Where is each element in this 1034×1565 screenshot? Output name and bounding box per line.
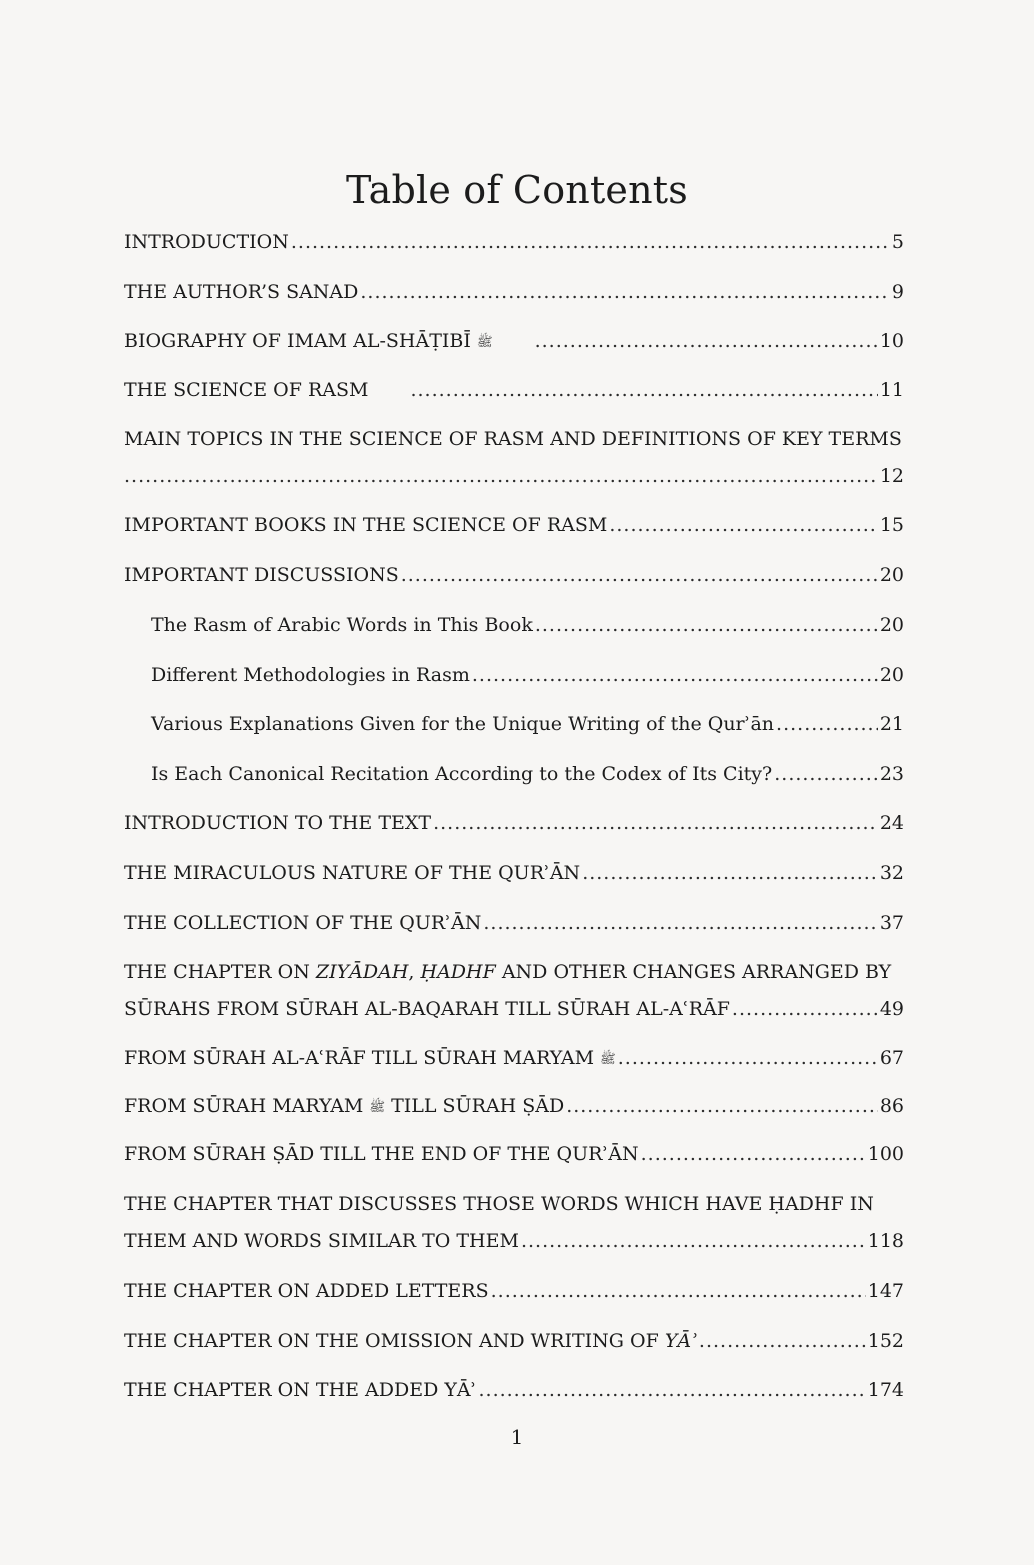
toc-entry-label: THE CHAPTER ON ADDED LETTERS [124,1280,489,1302]
leader-dots [774,761,878,787]
toc-page-number: 12 [879,465,904,487]
honorific-mark-icon: ﷺ [476,335,493,350]
toc-entry-label: THE COLLECTION OF THE QURʾĀN [124,912,482,934]
toc-entry-added-letters[interactable] [124,1278,904,1304]
toc-page-number: 20 [879,614,904,636]
toc-page-number: 23 [879,763,904,785]
toc-entry-added-ya[interactable] [124,1377,904,1403]
toc-entry-italic-term: ZIYĀDAH [315,961,409,983]
leader-dots [291,229,890,255]
toc-entry-label: Is Each Canonical Recitation According to the Codex of Its City? [151,763,773,785]
toc-entry-label: INTRODUCTION [124,231,289,253]
toc-entry-sad-to-end[interactable] [124,1141,904,1167]
toc-entry-ziyadah-hadhf[interactable] [124,996,904,1022]
leader-dots [472,662,878,688]
toc-page-number: 20 [879,664,904,686]
toc-entry-label: Different Methodologies in Rasm [151,664,470,686]
toc-entry-text: , [408,961,421,983]
toc-page-number: 24 [879,812,904,834]
toc-entry-label [124,1045,616,1073]
toc-entry-label: FROM SŪRAH ṢĀD TILL THE END OF THE QURʾĀN [124,1143,639,1165]
toc-entry-label: IMPORTANT BOOKS IN THE SCIENCE OF RASM [124,514,608,536]
toc-entry-label: THE AUTHOR’S SANAD [124,281,359,303]
toc-entry-label: SŪRAHS FROM SŪRAH AL-BAQARAH TILL SŪRAH AL-AʿRĀF [124,998,730,1020]
toc-entry-label: THE CHAPTER ON THE ADDED YĀʾ [124,1379,477,1401]
toc-entry-label: IMPORTANT DISCUSSIONS [124,564,399,586]
toc-entry-label [124,1328,697,1354]
honorific-mark-icon: ﷺ [600,1052,616,1067]
toc-entry-italic-term: ḤADHF [420,961,496,983]
leader-dots [641,1141,866,1167]
toc-entry-collection[interactable] [124,910,904,936]
toc-entry-label [124,377,408,403]
toc-subentry-different-methodologies[interactable] [151,662,904,688]
toc-entry-main-topics[interactable] [124,463,904,489]
toc-page-number: 9 [891,281,904,303]
toc-entry-hadhf-words[interactable] [124,1228,904,1254]
leader-dots [410,377,877,403]
leader-dots [433,810,878,836]
toc-entry-label [124,1093,564,1121]
toc-entry-important-books[interactable] [124,512,904,538]
toc-subentry-canonical-recitation[interactable] [151,761,904,787]
toc-page-number: 15 [879,514,904,536]
toc-entry-introduction-to-text[interactable] [124,810,904,836]
toc-entry-ziyadah-hadhf-line1[interactable] [124,959,904,985]
toc-page-number: 11 [879,379,904,401]
toc-entry-miraculous-nature[interactable] [124,860,904,886]
toc-entry-label: THE MIRACULOUS NATURE OF THE QURʾĀN [124,862,581,884]
leader-dots [521,1228,866,1254]
toc-page-number: 5 [891,231,904,253]
leader-dots [401,562,878,588]
toc-entry-introduction[interactable] [124,229,904,255]
leader-dots [535,328,878,354]
toc-entry-italic-term: YĀʾ [664,1330,697,1352]
toc-entry-text: THE SCIENCE OF RASM [124,379,369,401]
toc-entry-text: AND OTHER CHANGES ARRANGED BY [495,961,892,983]
toc-entry-maryam-to-sad[interactable] [124,1093,904,1121]
toc-entry-label: INTRODUCTION TO THE TEXT [124,812,432,834]
toc-page-number: 152 [867,1330,904,1352]
leader-dots [360,279,890,305]
toc-subentry-various-explanations[interactable] [151,711,904,737]
toc-entry-text: THE CHAPTER ON [124,961,316,983]
toc-page-number: 10 [879,330,904,352]
leader-dots [618,1045,878,1071]
toc-entry-science-of-rasm[interactable] [124,377,904,403]
toc-page-number: 147 [867,1280,904,1302]
leader-dots [566,1093,878,1119]
leader-dots [776,711,878,737]
leader-dots [535,612,878,638]
leader-dots [732,996,878,1022]
toc-entry-label: THEM AND WORDS SIMILAR TO THEM [124,1230,519,1252]
toc-entry-main-topics-label[interactable]: MAIN TOPICS IN THE SCIENCE OF RASM AND DEFINITIONS OF KEY TERMS [124,428,902,450]
leader-dots [478,1377,865,1403]
toc-entry-omission-of-ya[interactable] [124,1328,904,1354]
toc-page-number: 32 [879,862,904,884]
toc-entry-text: THE CHAPTER ON THE OMISSION AND WRITING OF [124,1330,665,1352]
toc-entry-araf-to-maryam[interactable] [124,1045,904,1073]
toc-page-number: 20 [879,564,904,586]
toc-entry-important-discussions[interactable] [124,562,904,588]
toc-entry-label: Various Explanations Given for the Unique Writing of the Qurʾān [151,713,775,735]
toc-entry-text: FROM SŪRAH AL-AʿRĀF TILL SŪRAH MARYAM [124,1047,595,1069]
toc-page-number: 174 [867,1379,904,1401]
toc-entry-label [124,328,533,356]
toc-entry-text: TILL SŪRAH ṢĀD [391,1095,565,1117]
leader-dots [582,860,878,886]
toc-page-number: 67 [879,1047,904,1069]
toc-entry-text: BIOGRAPHY OF IMAM AL-SHĀṬIBĪ [124,330,471,352]
toc-subentry-rasm-of-arabic-words[interactable] [151,612,904,638]
toc-entry-authors-sanad[interactable] [124,279,904,305]
leader-dots [124,463,878,489]
toc-page-number: 86 [879,1095,904,1117]
leader-dots [491,1278,866,1304]
page-number: 1 [510,1425,524,1449]
leader-dots [699,1328,866,1354]
toc-entry-label: The Rasm of Arabic Words in This Book [151,614,533,636]
toc-page-number: 37 [879,912,904,934]
toc-entry-hadhf-words-line1[interactable]: THE CHAPTER THAT DISCUSSES THOSE WORDS WHICH HAVE ḤADHF IN [124,1193,874,1215]
leader-dots [483,910,877,936]
toc-page-number: 49 [879,998,904,1020]
page-title: Table of Contents [346,168,688,212]
toc-entry-biography[interactable] [124,328,904,356]
toc-page-number: 21 [879,713,904,735]
toc-page-number: 118 [867,1230,904,1252]
toc-entry-text: FROM SŪRAH MARYAM [124,1095,364,1117]
toc-page-number: 100 [867,1143,904,1165]
leader-dots [609,512,877,538]
honorific-mark-icon: ﷺ [369,1100,386,1115]
